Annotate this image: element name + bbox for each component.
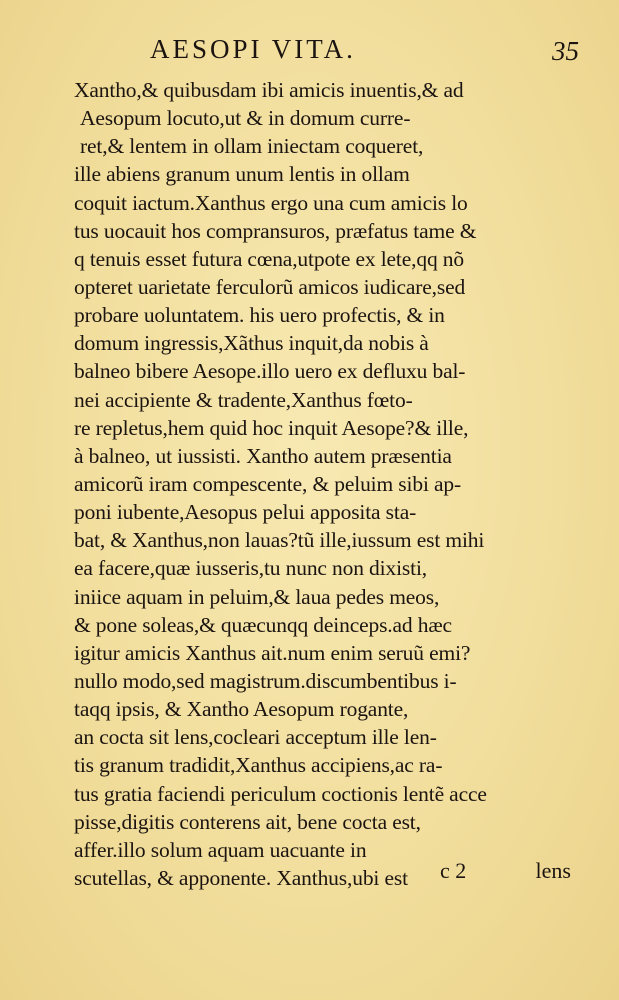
text-line: tus uocauit hos compransuros, præfatus tame & [74, 218, 477, 243]
text-line: Aesopum locuto,ut & in domum curre- [80, 106, 411, 131]
text-line: nei accipiente & tradente,Xanthus fœto- [74, 387, 413, 412]
text-line: domum ingressis,Xãthus inquit,da nobis à [74, 331, 429, 356]
text-line: tus gratia faciendi periculum coctionis lentẽ acce [74, 781, 487, 806]
text-line: Xantho,& quibusdam ibi amicis inuentis,& ad [74, 78, 464, 102]
text-line: balneo bibere Aesope.illo uero ex defluxu bal- [74, 359, 466, 384]
text-line: à balneo, ut iussisti. Xantho autem præsentia [74, 443, 452, 468]
text-line: coquit iactum.Xanthus ergo una cum amicis lo [74, 190, 468, 215]
text-line: tis granum tradidit,Xanthus accipiens,ac ra- [74, 753, 443, 778]
text-line: iniice aquam in peluim,& laua pedes meos, [74, 584, 440, 609]
text-line: igitur amicis Xanthus ait.num enim seruũ emi? [74, 640, 471, 665]
text-line: probare uoluntatem. his uero profectis, & in [74, 303, 445, 328]
text-line: ea facere,quæ iusseris,tu nunc non dixisti, [74, 556, 427, 581]
text-line: opteret uarietate ferculorũ amicos iudicare,sed [74, 274, 466, 299]
text-line: ille abiens granum unum lentis in ollam [74, 162, 410, 187]
text-line: poni iubente,Aesopus pelui apposita sta- [74, 500, 417, 525]
text-line: amicorũ iram compescente, & peluim sibi ap- [74, 471, 461, 496]
body-text [74, 76, 574, 892]
running-head: AESOPI VITA. [150, 34, 356, 64]
text-line: q tenuis esset futura cœna,utpote ex lete,qq nõ [74, 246, 464, 271]
text-line: bat, & Xanthus,non lauas?tũ ille,iussum est mihi [74, 528, 485, 553]
text-line: scutellas, & apponente. Xanthus,ubi est [74, 865, 408, 890]
text-line: ret,& lentem in ollam iniectam coqueret, [80, 134, 424, 159]
text-line: affer.illo solum aquam uacuante in [74, 837, 367, 862]
text-line: pisse,digitis conterens ait, bene cocta est, [74, 809, 421, 834]
text-line: an cocta sit lens,cocleari acceptum ille len- [74, 725, 437, 750]
catchword: lens [535, 858, 571, 883]
text-line: re repletus,hem quid hoc inquit Aesope?& ille, [74, 415, 469, 440]
text-line: & pone soleas,& quæcunqq deinceps.ad hæc [74, 612, 452, 637]
signature-mark: c 2 [440, 858, 467, 883]
page-number: 35 [552, 36, 579, 66]
text-line: taqq ipsis, & Xantho Aesopum rogante, [74, 697, 409, 722]
text-line: nullo modo,sed magistrum.discumbentibus i- [74, 668, 457, 693]
